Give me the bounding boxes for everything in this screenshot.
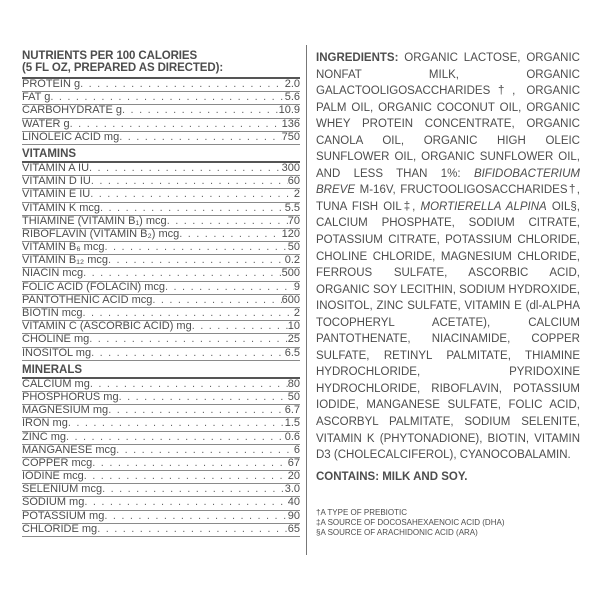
nutrient-name: LINOLEIC ACID mg	[22, 131, 120, 143]
nutrient-value: 0.2	[284, 255, 300, 267]
nutrient-row	[22, 511, 300, 524]
nutrient-name: THIAMINE (VITAMIN B₁) mcg	[22, 215, 167, 227]
nutrient-row	[22, 432, 300, 445]
nutrient-name: MAGNESIUM mg	[22, 405, 109, 417]
nutrient-name: VITAMIN A IU	[22, 162, 90, 174]
nutrients-header-line2: (5 FL OZ, PREPARED AS DIRECTED):	[22, 62, 224, 74]
nutrient-name: VITAMIN B₆ mcg	[22, 242, 105, 254]
nutrient-value: 90	[287, 510, 300, 522]
nutrient-name: VITAMIN C (ASCORBIC ACID) mg	[22, 321, 192, 333]
ingredients-part1: ORGANIC LACTOSE, ORGANIC NONFAT MILK, ORGANIC GALACTOOLIGOSACCHARIDES†, ORGANIC PALM OIL, ORGANIC COCONUT OIL, ORGANIC WHEY PROTEIN CONCENTRATE, ORGANIC CANOLA OIL, ORGANIC HIGH OLEIC SUNFLOWER OIL, ORGANIC SUNFLOWER OIL, AND LESS THAN 1%:	[316, 52, 580, 180]
nutrient-value: 9	[293, 281, 300, 293]
nutrient-value: 750	[281, 131, 300, 143]
nutrient-row	[22, 105, 300, 118]
nutrient-row	[22, 242, 300, 255]
nutrient-row	[22, 379, 300, 392]
ingredients-panel	[316, 50, 580, 538]
nutrient-row	[22, 405, 300, 418]
nutrient-name: COPPER mcg	[22, 457, 93, 469]
nutrient-row	[22, 119, 300, 132]
nutrient-value: 1.5	[284, 418, 300, 430]
nutrient-value: 65	[287, 523, 300, 535]
nutrient-row	[22, 176, 300, 189]
nutrient-name: SELENIUM mcg	[22, 484, 103, 496]
nutrient-name: FOLIC ACID (FOLACIN) mcg	[22, 281, 166, 293]
nutrient-name: RIBOFLAVIN (VITAMIN B₂) mcg	[22, 228, 180, 240]
vitamins-list	[22, 163, 300, 361]
nutrient-row	[22, 295, 300, 308]
nutrient-row	[22, 458, 300, 471]
footnotes	[316, 508, 580, 538]
nutrient-row	[22, 255, 300, 268]
footnote: §A SOURCE OF ARACHIDONIC ACID (ARA)	[316, 527, 478, 537]
nutrient-value: 10	[287, 321, 300, 333]
nutrient-row	[22, 321, 300, 334]
nutrient-value: 0.6	[284, 431, 300, 443]
nutrient-name: BIOTIN mcg	[22, 308, 83, 319]
nutrient-row	[22, 497, 300, 510]
nutrient-row	[22, 445, 300, 458]
nutrient-name: PHOSPHORUS mg	[22, 391, 119, 403]
nutrient-name: CARBOHYDRATE g	[22, 105, 123, 117]
allergen-statement: CONTAINS: MILK AND SOY.	[316, 470, 468, 483]
nutrient-value: 3.0	[284, 484, 300, 496]
general-nutrients-list	[22, 79, 300, 145]
nutrient-name: VITAMIN E IU	[22, 189, 91, 201]
ingredients-label: INGREDIENTS:	[316, 52, 399, 64]
nutrient-name: VITAMIN D IU	[22, 176, 91, 188]
nutrient-row	[22, 79, 300, 92]
nutrient-value: 40	[287, 497, 300, 509]
nutrient-name: VITAMIN K mcg	[22, 202, 101, 214]
nutrient-value: 120	[281, 228, 300, 240]
ingredients-italic1: BIFIDOBACTERIUM BREVE	[316, 167, 580, 197]
nutrient-row	[22, 132, 300, 145]
column-divider	[306, 45, 307, 555]
nutrient-panel	[22, 50, 300, 537]
nutrient-name: INOSITOL mg	[22, 347, 92, 359]
nutrient-value: 5.6	[284, 92, 300, 104]
ingredients-text	[316, 50, 580, 464]
nutrient-value: 67	[287, 457, 300, 469]
nutrient-name: SODIUM mg	[22, 497, 85, 509]
nutrient-row	[22, 418, 300, 431]
nutrient-value: 6	[293, 444, 300, 456]
nutrients-header-line1: NUTRIENTS PER 100 CALORIES	[22, 50, 198, 62]
nutrient-row	[22, 524, 300, 537]
nutrient-value: 50	[287, 242, 300, 254]
nutrient-name: POTASSIUM mg	[22, 510, 105, 522]
nutrient-value: 5.5	[284, 202, 300, 214]
nutrient-name: MANGANESE mcg	[22, 444, 117, 456]
nutrient-name: PANTOTHENIC ACID mcg	[22, 294, 153, 306]
nutrient-value: 300	[281, 162, 300, 174]
nutrient-row	[22, 189, 300, 202]
nutrient-row	[22, 484, 300, 497]
nutrient-value: 2	[293, 189, 300, 201]
nutrient-row	[22, 203, 300, 216]
nutrient-value: 500	[281, 268, 300, 280]
nutrient-row	[22, 268, 300, 281]
nutrient-row	[22, 282, 300, 295]
footnote: †A TYPE OF PREBIOTIC	[316, 507, 407, 517]
nutrient-row	[22, 334, 300, 347]
nutrient-value: 600	[281, 294, 300, 306]
nutrient-value: 50	[287, 391, 300, 403]
ingredients-italic2: MORTIERELLA ALPINA	[420, 200, 547, 213]
nutrient-name: IODINE mcg	[22, 471, 84, 483]
nutrient-name: VITAMIN B₁₂ mcg	[22, 255, 109, 267]
nutrient-name: NIACIN mcg	[22, 268, 84, 280]
nutrient-name: FAT g	[22, 92, 51, 104]
nutrient-value: 6.5	[284, 347, 300, 359]
nutrient-value: 60	[287, 176, 300, 188]
nutrient-row	[22, 348, 300, 361]
footnote: ‡A SOURCE OF DOCOSAHEXAENOIC ACID (DHA)	[316, 517, 505, 527]
ingredients-part2: M-16V, FRUCTOOLIGOSACCHARIDES†, TUNA FISH OIL‡,	[316, 184, 580, 213]
nutrient-row	[22, 392, 300, 405]
nutrient-row	[22, 216, 300, 229]
nutrient-value: 70	[287, 215, 300, 227]
minerals-heading: MINERALS	[22, 363, 300, 379]
nutrient-row	[22, 229, 300, 242]
nutrient-row	[22, 471, 300, 484]
nutrient-name: CALCIUM mg	[22, 378, 90, 390]
nutrient-name: CHOLINE mg	[22, 334, 90, 346]
nutrient-row	[22, 308, 300, 321]
nutrient-value: 20	[287, 471, 300, 483]
ingredients-part3: OIL§, CALCIUM PHOSPHATE, SODIUM CITRATE, POTASSIUM CITRATE, POTASSIUM CHLORIDE, CHOLINE CHLORIDE, MAGNESIUM CHLORIDE, FERROUS SULFATE, ASCORBIC ACID, ORGANIC SOY LECITHIN, SODIUM HYDROXIDE, INOSITOL, ZINC SULFATE, VITAMIN E (dl-ALPHA TOCOPHERYL ACETATE), CALCIUM PANTOTHENATE, NIACINAMIDE, COPPER SULFATE, RETINYL PALMITATE, THIAMINE HYDROCHLORIDE, PYRIDOXINE HYDROCHLORIDE, RIBOFLAVIN, POTASSIUM IODIDE, MANGANESE SULFATE, FOLIC ACID, ASCORBYL PALMITATE, SODIUM SELENITE, VITAMIN K (PHYTONADIONE), BIOTIN, VITAMIN D3 (CHOLECALCIFEROL), CYANOCOBALAMIN.	[316, 200, 580, 462]
nutrient-name: PROTEIN g	[22, 79, 81, 90]
nutrient-row	[22, 92, 300, 105]
nutrient-value: 6.7	[284, 405, 300, 417]
nutrient-name: WATER g	[22, 118, 70, 130]
nutrient-value: 2	[293, 308, 300, 319]
nutrient-name: CHLORIDE mg	[22, 523, 98, 535]
minerals-list	[22, 379, 300, 537]
nutrient-value: 10.9	[278, 105, 300, 117]
nutrient-name: IRON mg	[22, 418, 68, 430]
nutrient-row	[22, 163, 300, 176]
nutrient-value: 80	[287, 378, 300, 390]
nutrient-value: 2.0	[284, 79, 300, 90]
nutrient-name: ZINC mg	[22, 431, 66, 443]
vitamins-heading: VITAMINS	[22, 147, 300, 163]
nutrient-value: 136	[281, 118, 300, 130]
nutrient-value: 25	[287, 334, 300, 346]
